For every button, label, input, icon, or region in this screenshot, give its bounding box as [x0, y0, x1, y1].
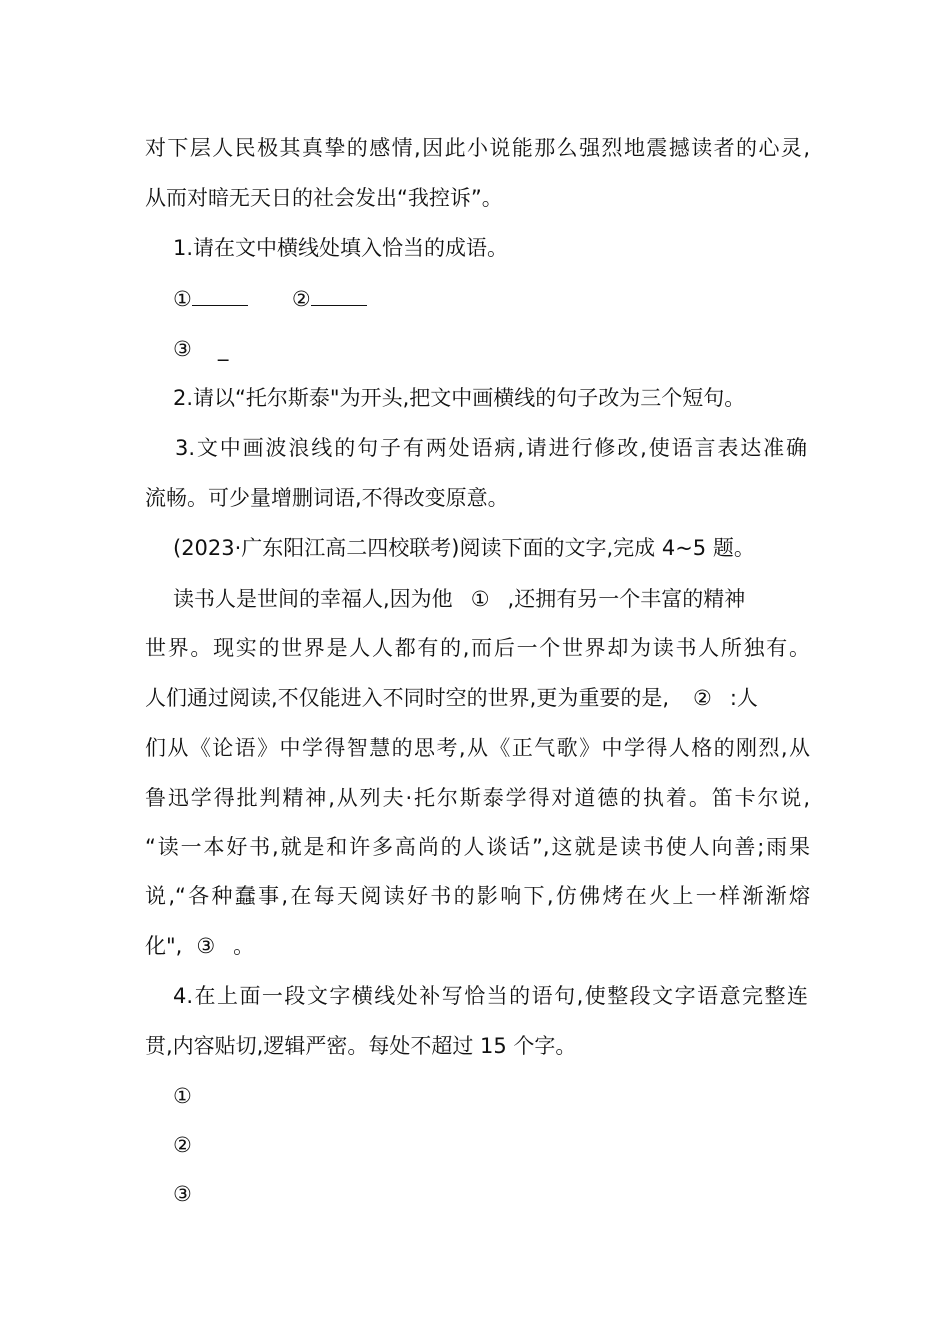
- answer-2-label: ②: [173, 1133, 192, 1157]
- passage-line: 们从《论语》中学得智慧的思考,从《正气歌》中学得人格的刚烈,从: [145, 736, 810, 760]
- circled-number: ③: [173, 337, 192, 361]
- passage-line: 世界。现实的世界是人人都有的,而后一个世界却为读书人所独有。: [145, 636, 810, 660]
- circled-number: ①: [173, 287, 192, 311]
- text-line: 流畅。可少量增删词语,不得改变原意。: [145, 486, 509, 510]
- circled-number: ②: [291, 287, 311, 311]
- question-3: 3.文中画波浪线的句子有两处语病,请进行修改,使语言表达准确: [175, 436, 807, 460]
- blank-mark: _: [217, 337, 229, 361]
- circled-number: ②: [693, 686, 712, 710]
- answer-3-label: ③: [173, 1182, 192, 1206]
- question-1: 1.请在文中横线处填入恰当的成语。: [173, 236, 509, 260]
- source-note: (2023·广东阳江高二四校联考)阅读下面的文字,完成 4~5 题。: [173, 536, 755, 560]
- circled-number: ①: [470, 587, 490, 611]
- passage-line: 人们通过阅读,不仅能进入不同时空的世界,更为重要的是, ② :人: [145, 686, 758, 710]
- circled-number: ③: [196, 934, 216, 958]
- question-1-answers-row-2: [173, 334, 838, 364]
- question-2: 2.请以“托尔斯泰"为开头,把文中画横线的句子改为三个短句。: [173, 386, 746, 410]
- question-1-answers-row-1: [173, 284, 838, 314]
- passage-line: 读书人是世间的幸福人,因为他 ① ,还拥有另一个丰富的精神: [173, 587, 746, 611]
- passage-line: 鲁迅学得批判精神,从列夫·托尔斯泰学得对道德的执着。笛卡尔说,: [145, 786, 810, 810]
- answer-1-label: ①: [173, 1084, 192, 1108]
- passage-line: 说,“各种蠢事,在每天阅读好书的影响下,仿佛烤在火上一样渐渐熔: [145, 884, 810, 908]
- passage-line: “读一本好书,就是和许多高尚的人谈话”,这就是读书使人向善;雨果: [145, 835, 810, 859]
- answer-blank: [311, 285, 367, 306]
- answer-blank: [192, 285, 248, 306]
- text-line: 对下层人民极其真挚的感情,因此小说能那么强烈地震撼读者的心灵,: [145, 136, 810, 160]
- passage-line: 化", ③ 。: [145, 934, 255, 958]
- question-4: 4.在上面一段文字横线处补写恰当的语句,使整段文字语意完整连: [173, 984, 808, 1008]
- text-line: 贯,内容贴切,逻辑严密。每处不超过 15 个字。: [145, 1034, 577, 1058]
- text-line: 从而对暗无天日的社会发出“我控诉”。: [145, 186, 503, 210]
